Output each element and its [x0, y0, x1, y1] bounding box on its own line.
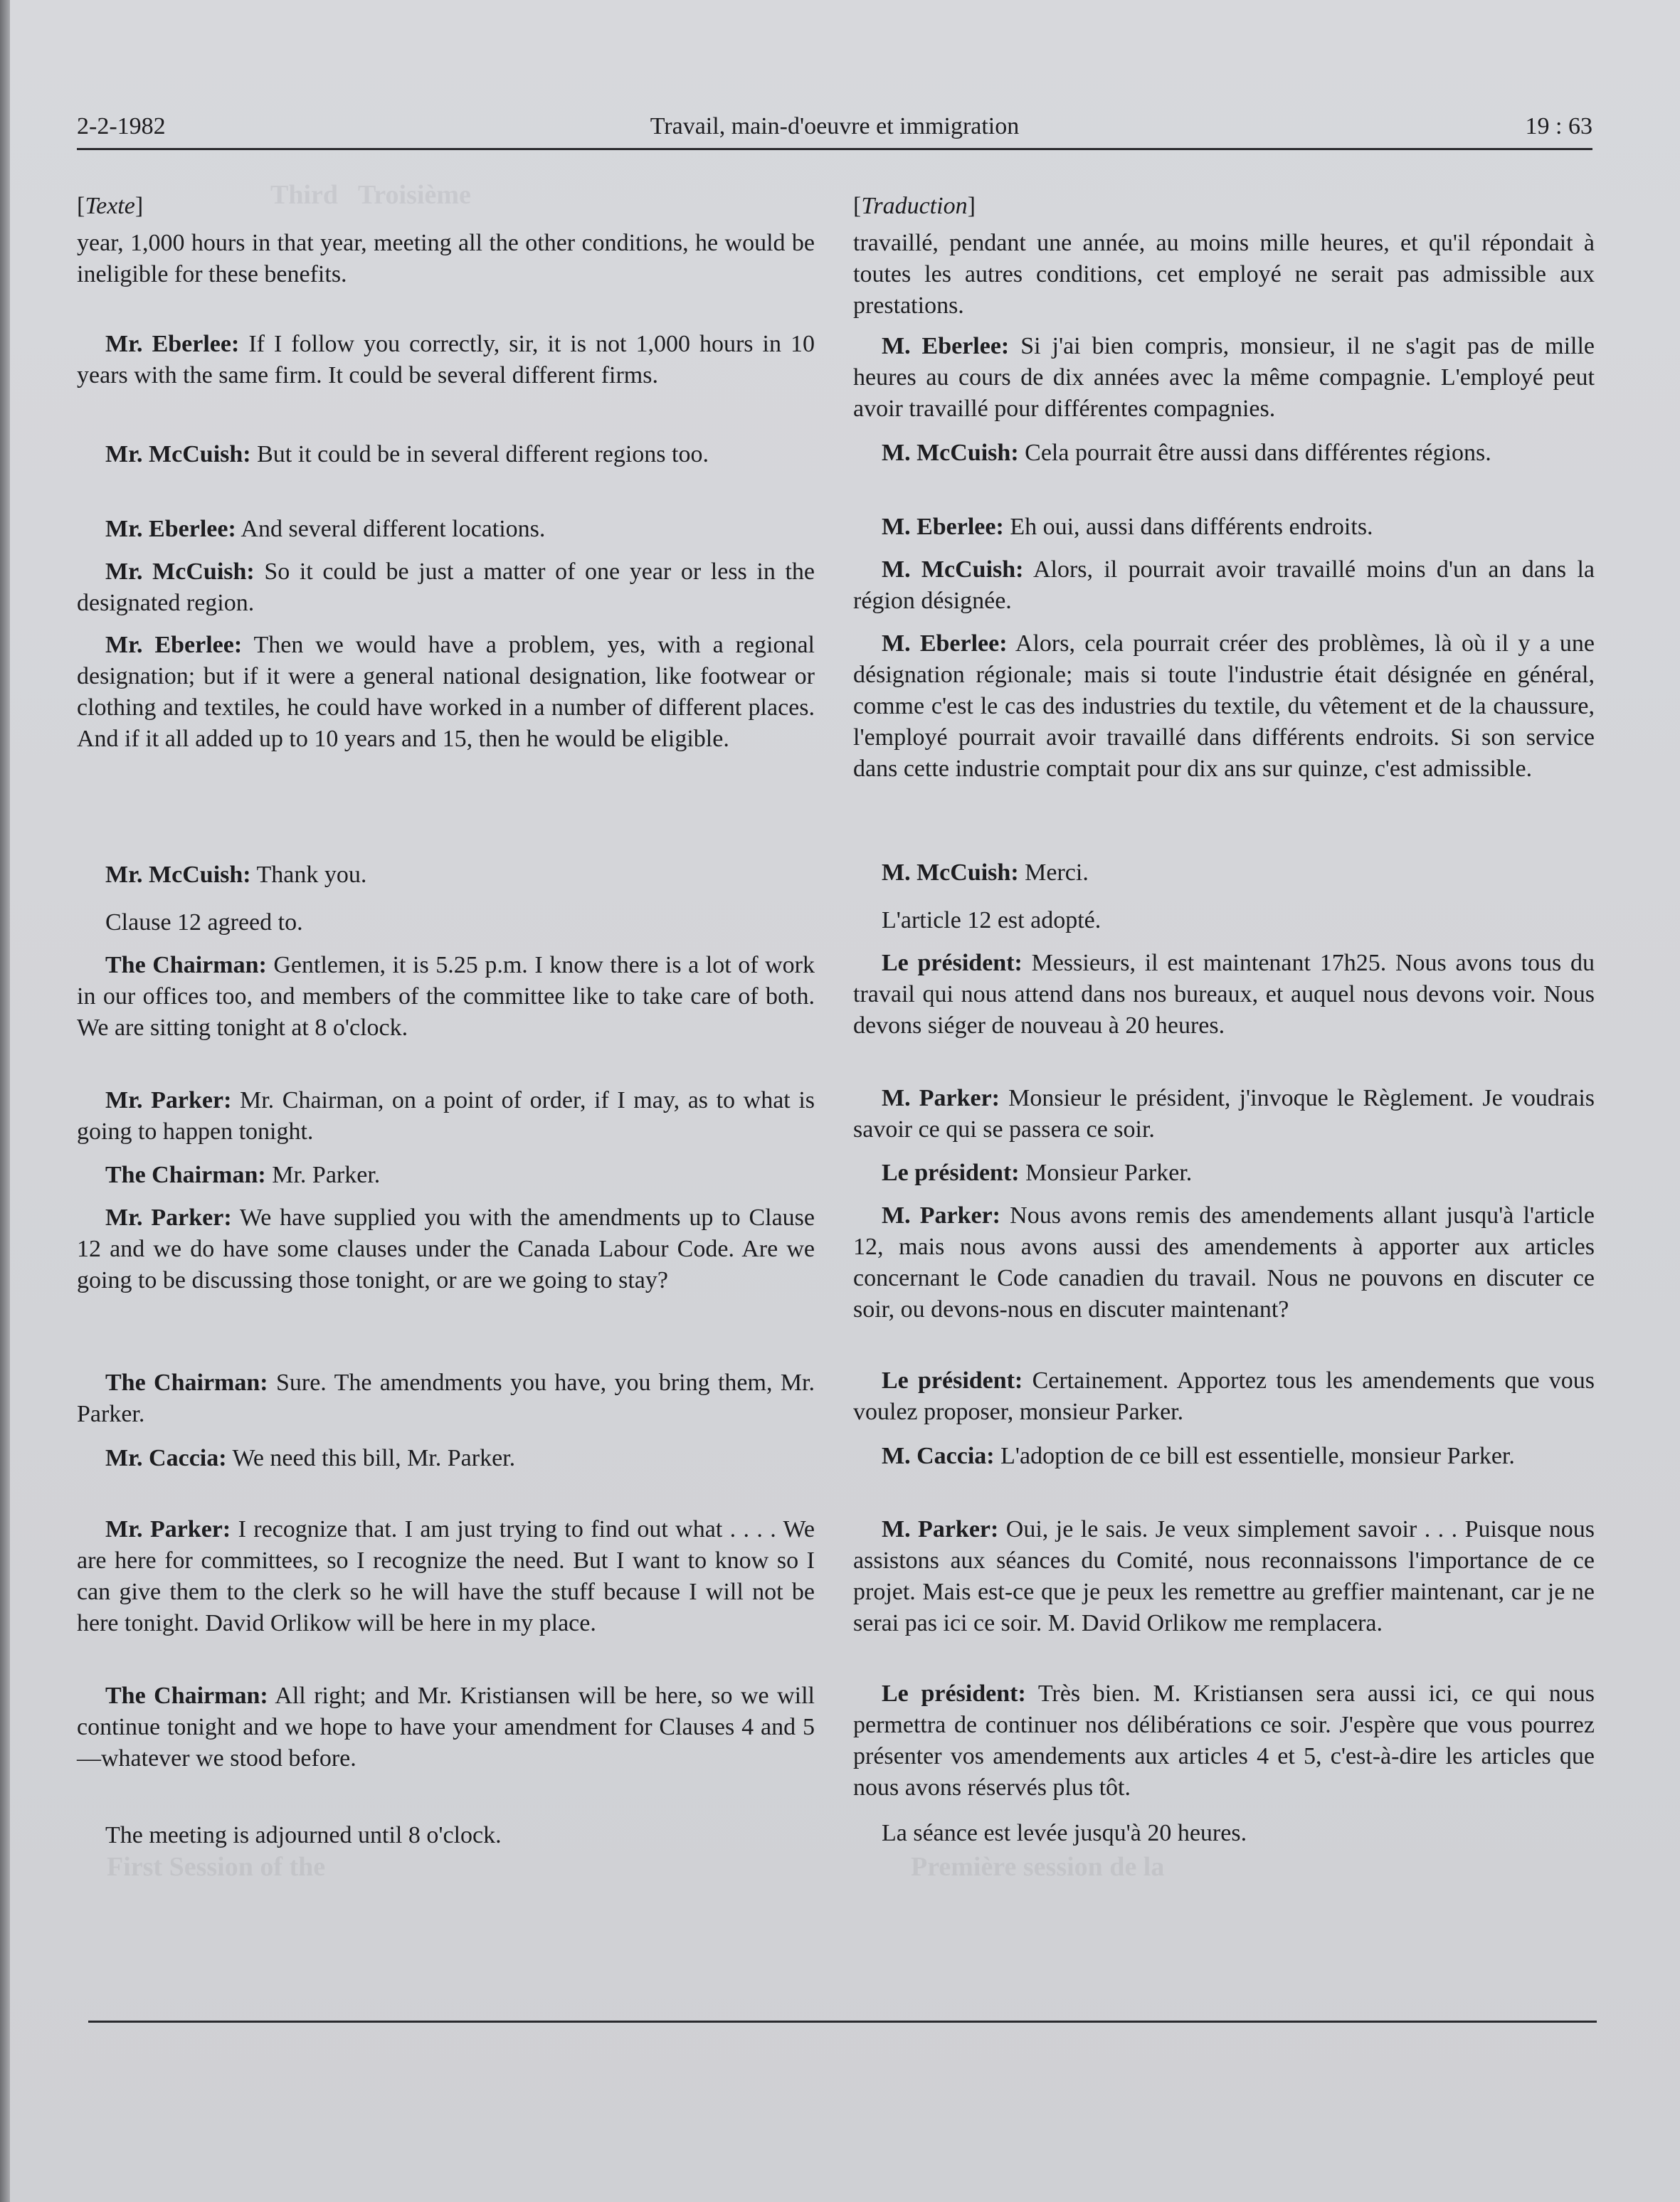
header-date: 2-2-1982 [77, 113, 166, 139]
french-paragraph: M. Eberlee: Eh oui, aussi dans différents endroits. [882, 514, 1373, 540]
page-spine-shadow [0, 0, 10, 2202]
english-paragraph: The meeting is adjourned until 8 o'clock. [105, 1822, 502, 1848]
english-paragraph: Mr. Parker: I recognize that. I am just trying to find out what . . . . We are here for committees, so I recognize the need. But I want to know so I can give them to the clerk so he will have the stuff because I will not be here tonight. David Orlikow will be here in my place. [77, 1516, 815, 1636]
show-through-ghost: Première session de la [911, 1852, 1165, 1882]
french-paragraph: M. Eberlee: Alors, cela pourrait créer des problèmes, là où il y a une désignation régionale; mais si toute l'industrie était désignée en général, comme c'est le cas des industries du textile, du vêtement et de la chaussure, l'employé pourrait avoir travaillé dans différents endroits. Si son service dans cette industrie comptait pour dix ans sur quinze, c'est admissible. [853, 630, 1595, 782]
english-paragraph: The Chairman: All right; and Mr. Kristiansen will be here, so we will continue tonight and we hope to have your amendment for Clauses 4 and 5—whatever we stood before. [77, 1683, 815, 1772]
footer-rule [88, 2021, 1597, 2023]
show-through-ghost: Third Troisième [270, 180, 471, 210]
french-paragraph: Le président: Monsieur Parker. [882, 1160, 1193, 1186]
english-paragraph: Mr. Eberlee: And several different locations. [105, 516, 546, 542]
show-through-ghost: First Session of the [107, 1852, 326, 1882]
english-paragraph: The Chairman: Sure. The amendments you have, you bring them, Mr. Parker. [77, 1370, 815, 1427]
french-paragraph: Le président: Messieurs, il est maintenant 17h25. Nous avons tous du travail qui nous attend dans nos bureaux, et auquel nous devons voir. Nous devons siéger de nouveau à 20 heures. [853, 950, 1595, 1039]
french-paragraph: M. Eberlee: Si j'ai bien compris, monsieur, il ne s'agit pas de mille heures au cours de dix années avec la même compagnie. L'employé peut avoir travaillé pour différentes compagnies. [853, 333, 1595, 422]
french-paragraph: M. Caccia: L'adoption de ce bill est essentielle, monsieur Parker. [882, 1443, 1515, 1469]
french-section-tag: [Traduction] [853, 193, 976, 219]
french-paragraph: Le président: Très bien. M. Kristiansen sera aussi ici, ce qui nous permettra de continuer nos délibérations ce soir. J'espère que vous pourrez présenter vos amendements aux articles 4 et 5, c'est-à-dire les articles que nous avons réservés plus tôt. [853, 1680, 1595, 1801]
english-paragraph: Mr. Eberlee: If I follow you correctly, sir, it is not 1,000 hours in 10 years with the same firm. It could be several different firms. [77, 331, 815, 388]
english-paragraph: year, 1,000 hours in that year, meeting all the other conditions, he would be ineligible for these benefits. [77, 230, 815, 287]
english-section-tag: [Texte] [77, 193, 144, 219]
french-paragraph: travaillé, pendant une année, au moins mille heures, et qu'il répondait à toutes les autres conditions, cet employé ne serait pas admissible aux prestations. [853, 230, 1595, 319]
english-paragraph: Clause 12 agreed to. [105, 909, 303, 936]
header-rule [77, 148, 1592, 150]
french-paragraph: M. McCuish: Alors, il pourrait avoir travaillé moins d'un an dans la région désignée. [853, 556, 1595, 614]
english-paragraph: Mr. McCuish: So it could be just a matter of one year or less in the designated region. [77, 559, 815, 616]
english-paragraph: The Chairman: Mr. Parker. [105, 1162, 381, 1188]
french-paragraph: La séance est levée jusqu'à 20 heures. [882, 1820, 1247, 1846]
french-paragraph: Le président: Certainement. Apportez tous les amendements que vous voulez proposer, monsieur Parker. [853, 1367, 1595, 1425]
french-paragraph: M. Parker: Monsieur le président, j'invoque le Règlement. Je voudrais savoir ce qui se passera ce soir. [853, 1085, 1595, 1143]
english-paragraph: Mr. Caccia: We need this bill, Mr. Parker. [105, 1445, 516, 1471]
french-paragraph: M. McCuish: Merci. [882, 859, 1089, 886]
french-paragraph: M. McCuish: Cela pourrait être aussi dans différentes régions. [882, 440, 1491, 466]
french-paragraph: M. Parker: Nous avons remis des amendements allant jusqu'à l'article 12, mais nous avons aussi des amendements à apporter aux articles concernant le Code canadien du travail. Nous ne pouvons en discuter ce soir, ou devons-nous en discuter maintenant? [853, 1202, 1595, 1323]
english-paragraph: Mr. McCuish: Thank you. [105, 862, 367, 888]
english-paragraph: Mr. McCuish: But it could be in several different regions too. [105, 441, 709, 467]
french-paragraph: M. Parker: Oui, je le sais. Je veux simplement savoir . . . Puisque nous assistons aux séances du Comité, nous reconnaissons l'importance de ce projet. Mais est-ce que je peux les remettre au greffier maintenant, car je ne serai pas ici ce soir. M. David Orlikow me remplacera. [853, 1516, 1595, 1636]
english-paragraph: Mr. Parker: We have supplied you with the amendments up to Clause 12 and we do have some clauses under the Canada Labour Code. Are we going to be discussing those tonight, or are we going to stay? [77, 1205, 815, 1293]
english-paragraph: The Chairman: Gentlemen, it is 5.25 p.m. I know there is a lot of work in our offices too, and members of the committee like to take care of both. We are sitting tonight at 8 o'clock. [77, 952, 815, 1041]
header-page-number: 19 : 63 [1525, 113, 1592, 139]
french-paragraph: L'article 12 est adopté. [882, 907, 1101, 933]
english-paragraph: Mr. Parker: Mr. Chairman, on a point of order, if I may, as to what is going to happen tonight. [77, 1087, 815, 1145]
english-paragraph: Mr. Eberlee: Then we would have a problem, yes, with a regional designation; but if it were a general national designation, like footwear or clothing and textiles, he could have worked in a number of different places. And if it all added up to 10 years and 15, then he would be eligible. [77, 632, 815, 752]
header-title: Travail, main-d'oeuvre et immigration [650, 113, 1020, 139]
